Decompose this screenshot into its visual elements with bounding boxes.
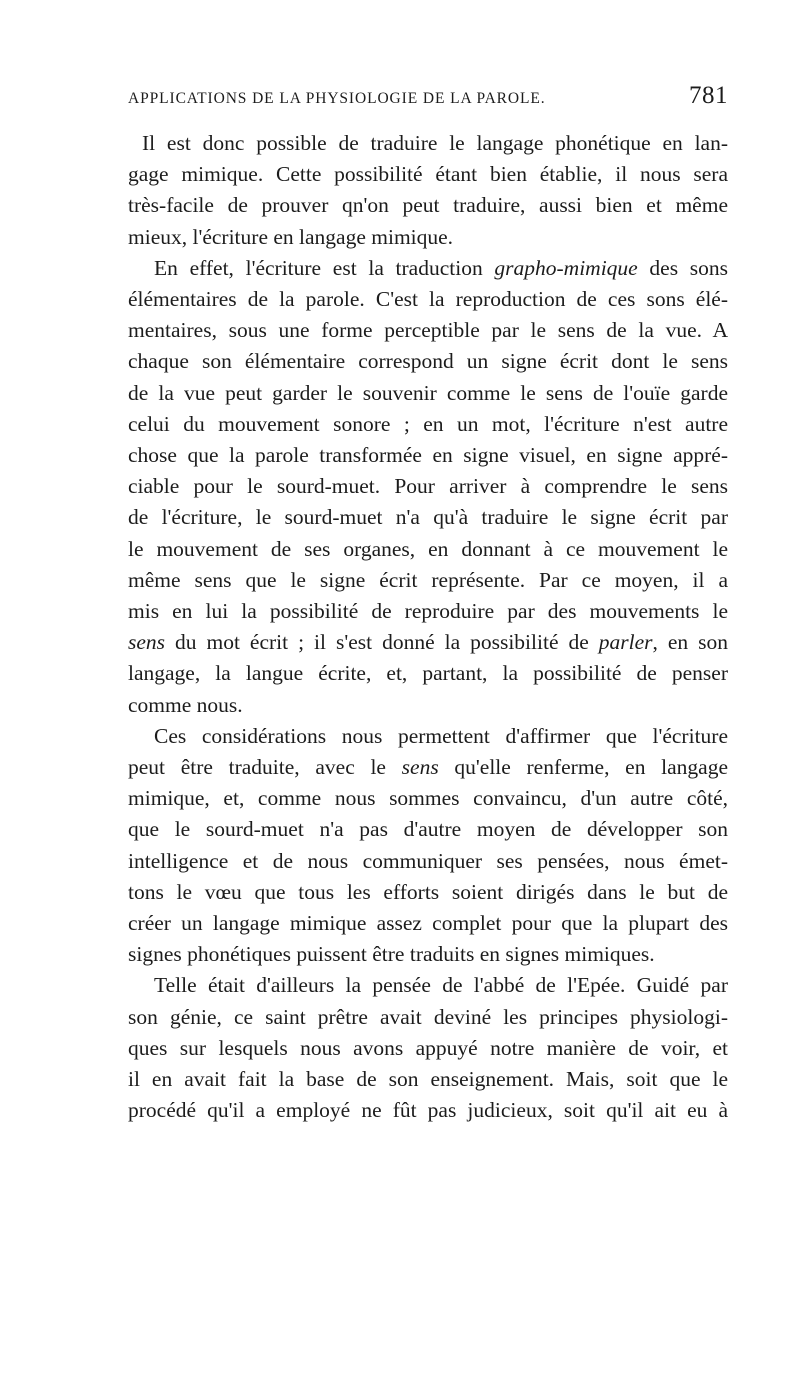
text-line: son génie, ce saint prêtre avait deviné les principes physiologi- (128, 1004, 728, 1029)
text-run: du mot écrit ; il s'est donné la possibilité de (165, 630, 599, 655)
text-line: Ces considérations nous permettent d'affirmer que l'écriture (154, 723, 728, 748)
italic-term: sens (128, 630, 166, 655)
text-run: qu'elle renferme, en langage (438, 755, 729, 780)
text-line: Telle était d'ailleurs la pensée de l'abbé de l'Epée. Guidé par (154, 973, 728, 998)
text-line: de l'écriture, le sourd-muet n'a qu'à traduire le signe écrit par (128, 505, 728, 530)
running-head (128, 82, 728, 116)
text-line: comme nous. (128, 692, 243, 717)
page-number: 781 (689, 82, 728, 109)
paragraph (128, 970, 728, 1126)
text-run: En effet, l'écriture est la traduction (154, 255, 495, 280)
italic-term: parler (598, 630, 653, 655)
text-line: il en avait fait la base de son enseignement. Mais, soit que le (128, 1067, 728, 1092)
paragraph (128, 721, 728, 971)
running-title: APPLICATIONS DE LA PHYSIOLOGIE DE LA PAROLE. (128, 90, 546, 107)
italic-term: grapho-mimique (494, 255, 638, 280)
text-line: intelligence et de nous communiquer ses pensées, nous émet- (128, 848, 728, 873)
text-line: mieux, l'écriture en langage mimique. (128, 224, 454, 249)
text-line: procédé qu'il a employé ne fût pas judicieux, soit qu'il ait eu à (128, 1098, 728, 1123)
text-line (128, 253, 728, 284)
text-line: mis en lui la possibilité de reproduire par des mouvements le (128, 599, 728, 624)
text-line: ques sur lesquels nous avons appuyé notre manière de voir, et (128, 1035, 728, 1060)
paragraph (128, 253, 728, 721)
text-line: ciable pour le sourd-muet. Pour arriver à comprendre le sens (128, 474, 728, 499)
book-page (128, 82, 728, 1127)
text-line: que le sourd-muet n'a pas d'autre moyen de développer son (128, 817, 728, 842)
text-line: Il est donc possible de traduire le langage phonétique en lan- (142, 131, 728, 155)
paragraph (128, 128, 728, 253)
body-text (128, 128, 728, 1127)
text-line: même sens que le signe écrit représente. Par ce moyen, il a (128, 567, 728, 592)
text-run: des sons (637, 255, 728, 280)
text-line: signes phonétiques puissent être traduits en signes mimiques. (128, 942, 655, 967)
text-line: langage, la langue écrite, et, partant, la possibilité de penser (128, 661, 728, 686)
text-line: créer un langage mimique assez complet pour que la plupart des (128, 911, 728, 936)
text-line: mentaires, sous une forme perceptible par le sens de la vue. A (128, 318, 728, 343)
text-line: très-facile de prouver qn'on peut traduire, aussi bien et même (128, 193, 728, 218)
text-line: tons le vœu que tous les efforts soient dirigés dans le but de (128, 879, 728, 904)
text-line: gage mimique. Cette possibilité étant bien établie, il nous sera (128, 162, 728, 187)
text-line: mimique, et, comme nous sommes convaincu, d'un autre côté, (128, 786, 728, 811)
text-run: , en son (652, 630, 728, 655)
italic-term: sens (401, 755, 439, 780)
text-line: de la vue peut garder le souvenir comme le sens de l'ouïe garde (128, 380, 728, 405)
text-line: le mouvement de ses organes, en donnant à ce mouvement le (128, 536, 728, 561)
text-run: peut être traduite, avec le (128, 755, 402, 780)
text-line (128, 627, 728, 658)
text-line: élémentaires de la parole. C'est la reproduction de ces sons élé- (128, 287, 728, 312)
text-line (128, 752, 728, 783)
text-line: celui du mouvement sonore ; en un mot, l'écriture n'est autre (128, 411, 728, 436)
text-line: chaque son élémentaire correspond un signe écrit dont le sens (128, 349, 728, 374)
text-line: chose que la parole transformée en signe visuel, en signe appré- (128, 443, 728, 468)
